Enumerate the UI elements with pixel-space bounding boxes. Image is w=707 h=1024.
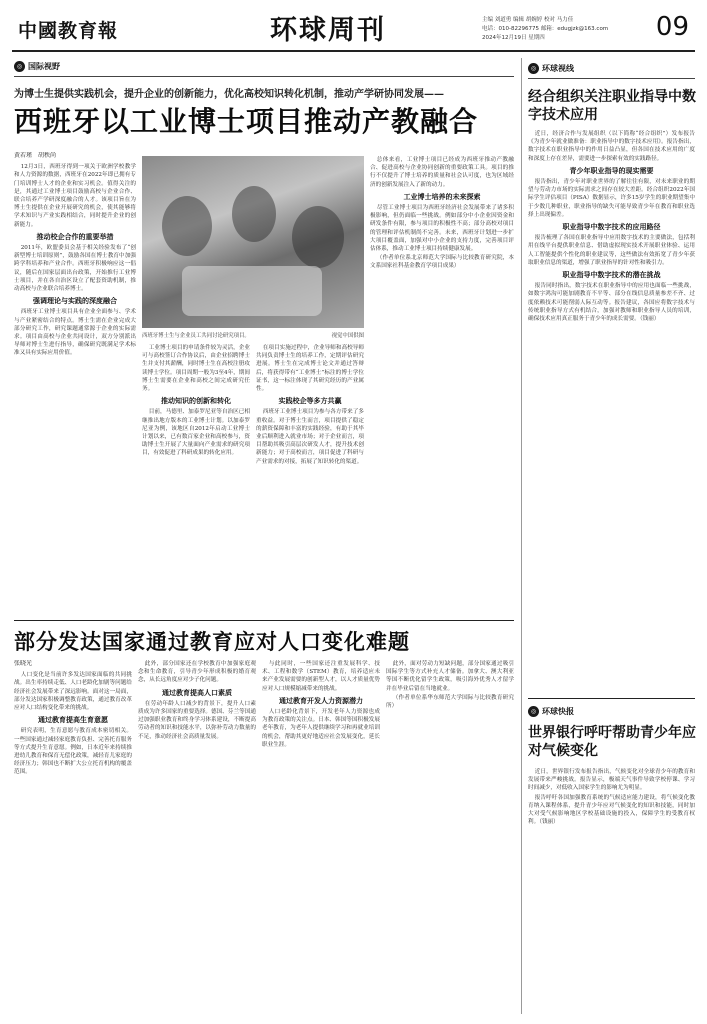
subheading: 强调理论与实践的深度融合 [33, 297, 117, 306]
article-photo [142, 156, 364, 328]
paragraph: 2011年，欧盟委员会基于相关经验发布了“创新型博士培训原则”，鼓励各国在博士教育中加强跨学科培养和产业合作。西班牙积极响应这一倡议，随后在国家层面出台政策，开始推行工业博士项目，并在各自治区设立了配套资助机制，推动高校与企业联合培养博士。 [14, 245, 136, 293]
paragraph: 此外，面对劳动力短缺问题，部分国家通过吸引国际学生等方式补充人才储备。加拿大、澳大利亚等国不断优化留学生政策，吸引海外优秀人才留学并在毕业后留在当地就业。 [386, 661, 514, 692]
second-column-3 [262, 660, 380, 1016]
paragraph: 总体来看，工业博士项目已经成为西班牙推动产教融合、促进高校与企业协同创新的重要政策工具。项目的推行不仅提升了博士培养的质量和社会认可度，也为区域经济的创新发展注入了新的动力。 [370, 157, 514, 188]
sidebar-body [528, 130, 695, 690]
author-note: （作者单位系华东师范大学国际与比较教育研究所） [386, 694, 514, 710]
photo-caption [142, 331, 364, 339]
second-column-4 [386, 660, 514, 1016]
paragraph: 报告呼吁各国加强教育系统的气候适应能力建设，将气候变化教育纳入课程体系，提升青少年应对气候变化的知识和技能，同时加大对受气候影响地区学校基础设施的投入，保障学生的受教育权利。（钱丽） [528, 794, 695, 826]
subheading: 通过教育提高人口素质 [162, 688, 232, 697]
subheading: 工业博士培养的未来探索 [403, 192, 481, 201]
section-label-brief: ◎ 环球快报 [528, 706, 574, 717]
subheading: 职业指导中数字技术的潜在挑战 [562, 271, 661, 280]
second-column-2 [138, 660, 256, 1016]
paragraph: 工业博士项目的申请条件较为灵活，企业可与高校签订合作协议后，由企业招聘博士生并支付其薪酬，同时博士生在高校注册攻读博士学位。项目周期一般为3至4年，期间博士生需要在企业和高校之间完成研究任务。 [142, 345, 250, 393]
masthead-date: 2024年12月19日 星期四 [482, 35, 545, 41]
paragraph: 研究表明，生育意愿与教育成本密切相关。一些国家通过减轻家庭教育负担、完善托育服务等方式提升生育意愿。例如，日本近年来持续推进幼儿教育和保育无偿化政策，减轻育儿家庭的经济压力；韩国也不断扩大公立托育机构的覆盖范围。 [14, 728, 132, 776]
paragraph: 与此同时，一些国家还注重发展科学、技术、工程和数学（STEM）教育，培养适应未来产业发展需要的创新型人才，以人才质量优势应对人口规模缩减带来的挑战。 [262, 661, 380, 692]
divider [528, 698, 695, 699]
paragraph: 在劳动年龄人口减少的背景下，提升人口素质成为许多国家的重要选择。德国、芬兰等国通过加强职业教育和终身学习体系建设，不断提高劳动者的知识和技能水平，以弥补劳动力数量的不足，推动经济社会高质量发展。 [138, 700, 256, 740]
paragraph: 人口老龄化背景下，开发老年人力资源也成为教育政策的关注点。日本、韩国等国积极发展老年教育，为老年人提供继续学习和再就业培训的机会，帮助其更好地适应社会发展变化，延长职业生涯。 [262, 709, 380, 748]
subheading: 职业指导中数字技术的应用路径 [562, 223, 661, 232]
byline: 黄若瑾 胡秩尚 [14, 152, 57, 159]
masthead-info-line: 电话：010-82296775 邮箱：edugjzk@163.com [482, 26, 609, 32]
lead-column-2 [142, 344, 250, 618]
divider [528, 78, 695, 79]
paragraph: 在项目实施过程中，企业导师和高校导师共同负责博士生的培养工作，定期评估研究进展。博士生在完成博士论文并通过答辩后，将获得带有“工业博士”标注的博士学位证书，这一标注体现了其研究经历的产业属性。 [256, 345, 364, 393]
masthead-info-line: 主编 刘道勇 编辑 胡婉婷 校对 马力佳 [482, 17, 574, 23]
paragraph: 目前，马德里、加泰罗尼亚等自治区已相继推出地方版本的工业博士计划。以加泰罗尼亚为例，该地区自2012年启动工业博士计划以来，已有数百家企业和高校参与，资助博士生开展了大量面向产业需求的研究项目，有效促进了科研成果的转化应用。 [142, 409, 250, 457]
paragraph: 尽管工业博士项目为西班牙经济社会发展带来了诸多积极影响，但仍面临一些挑战。例如部分中小企业因资金和研发条件有限，参与项目的积极性不高；部分高校对项目的管理和评估机制尚不完善。未来，西班牙计划进一步扩大项目覆盖面，加强对中小企业的支持力度，完善项目评估体系，推动工业博士项目持续健康发展。 [370, 205, 514, 253]
section-title: 环球周刊 [270, 15, 386, 46]
brief-title: 世界银行呼吁帮助青少年应对气候变化 [528, 725, 696, 759]
paragraph: 近日，世界银行发布报告指出，气候变化对全球青少年的教育和发展带来严峻挑战。报告显示，极端天气事件导致学校停课、学习时间减少，对低收入国家学生的影响尤为明显。 [528, 769, 695, 792]
paragraph: 报告同时指出，数字技术在职业指导中的应用也面临一些挑战，如数字鸿沟可能加剧教育不平等、部分在线信息质量参差不齐、过度依赖技术可能削弱人际互动等。报告建议，各国应将数字技术与传统职业指导方式有机结合，加强对教师和职业指导人员的培训，确保技术应用真正服务于青少年的成长需要。（钱丽） [528, 283, 695, 323]
globe-icon: ◎ [528, 706, 539, 717]
brief-body [528, 768, 695, 1016]
paragraph: 此外，部分国家还在学校教育中加强家庭观念和生命教育，引导青少年形成积极的婚育观念，从长远角度应对少子化问题。 [138, 661, 256, 684]
lead-column-4 [370, 156, 514, 618]
author-note: （作者单位系北京师范大学国际与比较教育研究院，本文系国家社科基金教育学项目成果） [370, 255, 514, 270]
paragraph: 近日，经济合作与发展组织（以下简称“经合组织”）发布报告《为青少年就业做准备：职业指导中的数字技术应用》。报告指出，数字技术在职业指导中的作用日益凸显，但各国在技术应用的广度和深度上存在差异，需要进一步探索有效的实践路径。 [528, 131, 695, 162]
paragraph: 报告梳理了各国在职业指导中应用数字技术的主要做法，包括利用在线平台提供职业信息、借助虚拟现实技术开展职业体验、运用人工智能提供个性化的职业建议等，这些做法有效拓宽了青少年获取职业信息的渠道，增强了职业指导的针对性和吸引力。 [528, 235, 695, 266]
lead-kicker: 为博士生提供实践机会，提升企业的创新能力，优化高校知识转化机制，推动产学研协同发展—— [14, 89, 444, 100]
second-column-1 [14, 660, 132, 1016]
second-headline: 部分发达国家通过教育应对人口变化难题 [14, 630, 410, 654]
divider [14, 76, 514, 77]
paragraph: 西班牙工业博士项目具有企业全面参与、学术与产业紧密结合的特点。博士生需在企业完成大部分研究工作，研究课题通常源于企业的实际需求。项目由高校与企业共同设计，双方分别派出导师对博士生进行指导，确保研究既满足学术标准又具有实际应用价值。 [14, 309, 136, 357]
lead-column-3 [256, 344, 364, 618]
paragraph: 12月3日，西班牙得到一项关于欧洲学校教学和人力资源的数据，西班牙在2022年即已拥有专门培训博士人才的企业和实习机会。值得关注的是，其通过工业博士项目鼓励高校与企业合作、联合培养产学研深度融合的人才。该项目旨在为博士生提供在企业开展研究的机会，使其能够将学术知识与产业实践相结合，同时提升企业的创新能力。 [14, 164, 136, 228]
globe-icon: ◎ [528, 63, 539, 74]
lead-column-1 [14, 152, 136, 618]
sidebar-title: 经合组织关注职业指导中数字技术应用 [528, 89, 696, 123]
divider [14, 620, 514, 621]
byline: 张晓光 [14, 660, 33, 667]
section-label-view: ◎ 环球视线 [528, 63, 574, 74]
page-number: 09 [655, 12, 689, 42]
masthead-info [482, 16, 652, 43]
paragraph: 人口变化是当前许多发达国家面临的共同挑战。出生率持续走低、人口老龄化加剧等问题给经济社会发展带来了深远影响。面对这一局面，部分发达国家积极调整教育政策，通过教育改革应对人口结构变化带来的挑战。 [14, 672, 132, 712]
subheading: 通过教育开发人力资源潜力 [279, 696, 363, 705]
subheading: 推动校企合作的重要举措 [36, 232, 114, 241]
subheading: 实践校企等多方共赢 [278, 397, 342, 406]
paragraph: 西班牙工业博士项目为参与各方带来了多重收益。对于博士生而言，项目提供了稳定的薪资保障和丰富的实践经验，有助于其毕业后顺利进入就业市场；对于企业而言，项目帮助其吸引高层次研发人才，提升技术创新能力；对于高校而言，项目促进了科研与产业需求的对接，拓展了知识转化的渠道。 [256, 409, 364, 465]
section-label-intl: ◎ 国际视野 [14, 61, 60, 72]
globe-icon: ◎ [14, 61, 25, 72]
lead-headline: 西班牙以工业博士项目推动产教融合 [14, 105, 479, 138]
paragraph: 报告指出，青少年对职业世界的了解往往有限，对未来职业的期望与劳动力市场的实际需求之间存在较大差距。经合组织2022年国际学生评估项目（PISA）数据显示，许多15岁学生的职业期望集中于少数几种职业，职业指导的缺失可能导致青少年在教育和职业选择上出现偏差。 [528, 179, 695, 218]
masthead [12, 8, 695, 52]
subheading: 推动知识的创新和转化 [161, 397, 231, 406]
newspaper-logo: 中國教育報 [18, 20, 119, 42]
caption-text: 西班牙博士生与企业员工共同讨论研究项目。 [142, 333, 250, 339]
column-divider [521, 58, 522, 1014]
photo-credit: 视觉中国供图 [331, 333, 364, 339]
subheading: 青少年职业指导的现实需要 [569, 166, 654, 175]
subheading: 通过教育提高生育意愿 [38, 716, 108, 725]
